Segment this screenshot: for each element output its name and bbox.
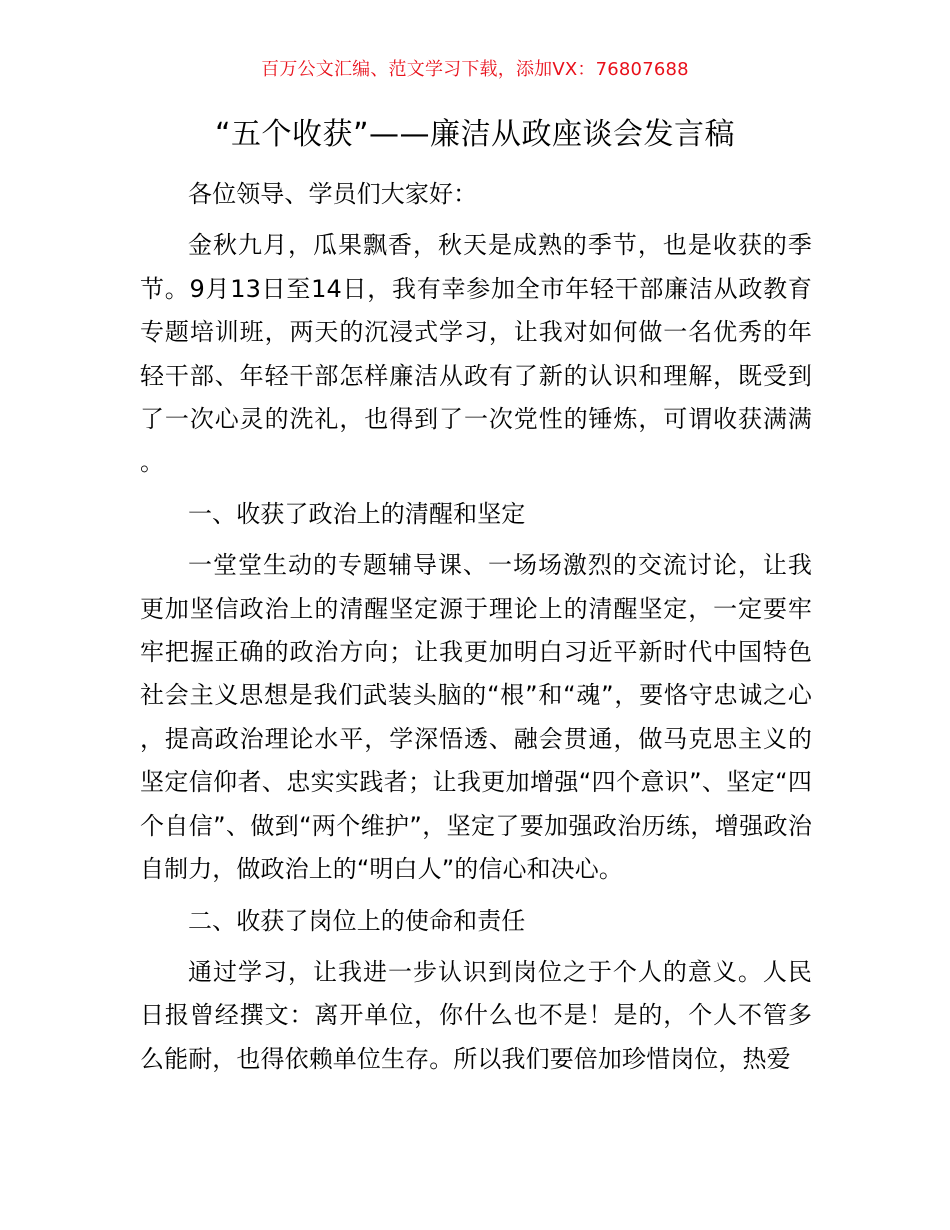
paragraph-section-2: 通过学习，让我进一步认识到岗位之于个人的意义。人民日报曾经撰文：离开单位，你什么也不是！是的，个人不管多么能耐，也得依赖单位生存。所以我们要倍加珍惜岗位，热爱: [140, 957, 812, 1073]
watermark-banner: 百万公文汇编、范文学习下载，添加VX：76807688: [261, 59, 689, 80]
document-body: [140, 173, 812, 1089]
section-heading-1: 一、收获了政治上的清醒和坚定: [188, 499, 526, 528]
paragraph-intro: 金秋九月，瓜果飘香，秋天是成熟的季节，也是收获的季节。9月13日至14日，我有幸参加全市年轻干部廉洁从政教育专题培训班，两天的沉浸式学习，让我对如何做一名优秀的年轻干部、年轻干部怎样廉洁从政有了新的认识和理解，既受到了一次心灵的洗礼，也得到了一次党性的锤炼，可谓收获满满。: [140, 231, 812, 477]
document-title: “五个收获”——廉洁从政座谈会发言稿: [214, 117, 736, 152]
paragraph-section-1: 一堂堂生动的专题辅导课、一场场激烈的交流讨论，让我更加坚信政治上的清醒坚定源于理论上的清醒坚定，一定要牢牢把握正确的政治方向；让我更加明白习近平新时代中国特色社会主义思想是我们武装头脑的“根”和“魂”，要恪守忠诚之心，提高政治理论水平，学深悟透、融会贯通，做马克思主义的坚定信仰者、忠实实践者；让我更加增强“四个意识”、坚定“四个自信”、做到“两个维护”，坚定了要加强政治历练，增强政治自制力，做政治上的“明白人”的信心和决心。: [140, 551, 812, 884]
section-heading-2: 二、收获了岗位上的使命和责任: [188, 906, 526, 935]
salutation: 各位领导、学员们大家好：: [188, 180, 478, 208]
